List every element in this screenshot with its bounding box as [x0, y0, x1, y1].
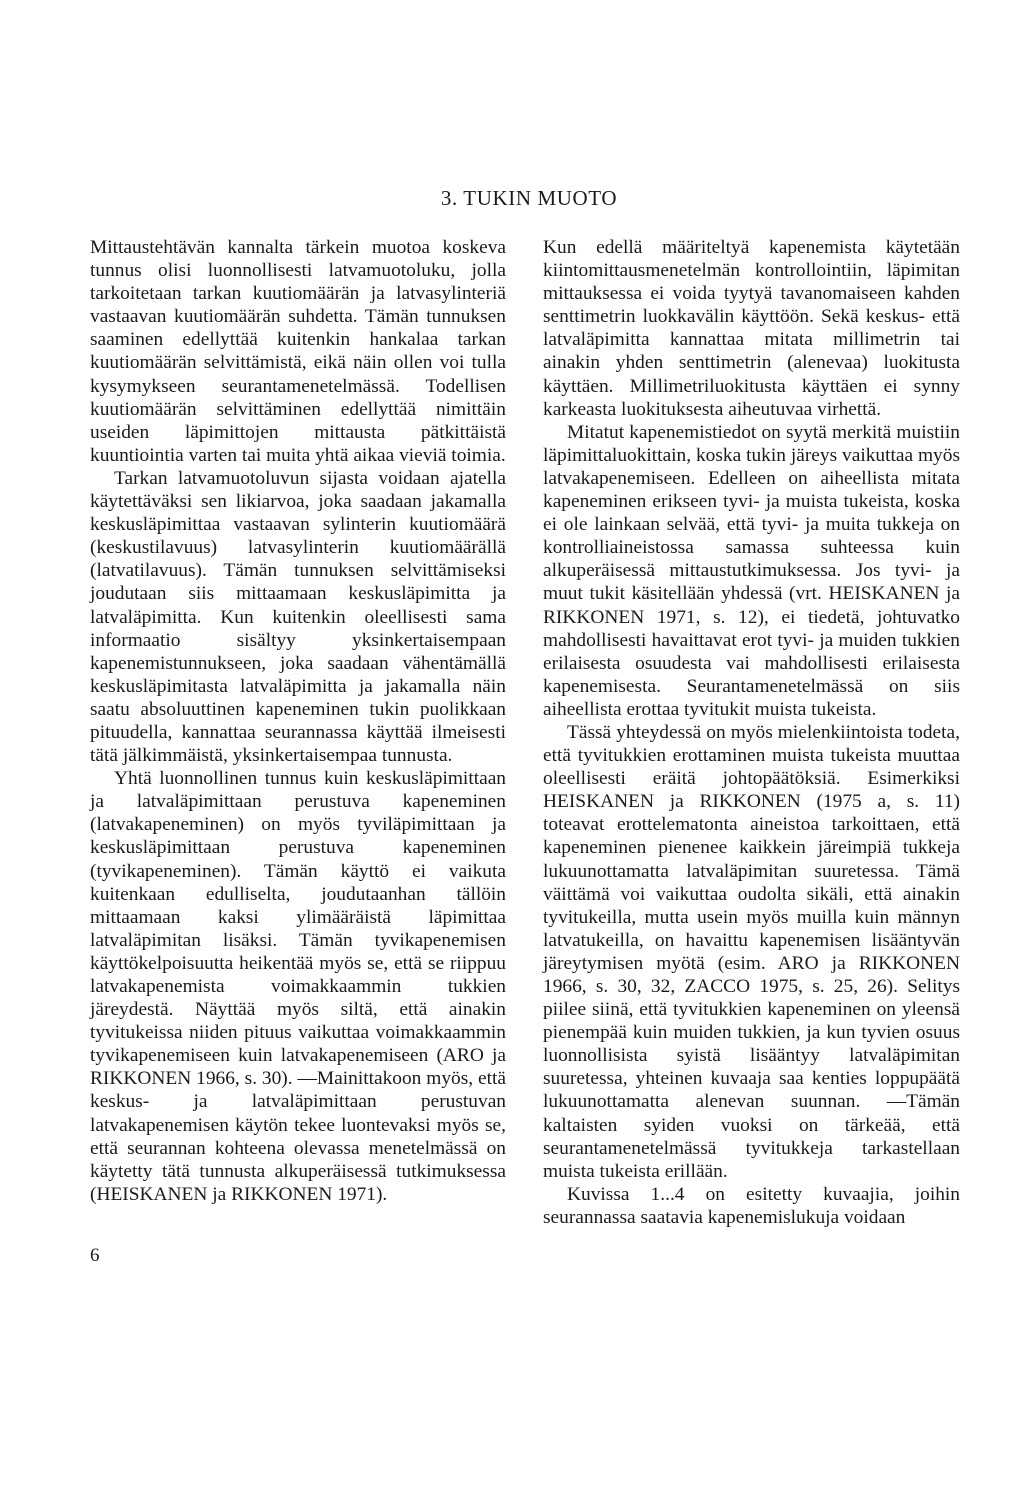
paragraph: Kun edellä määriteltyä kapenemista käytetään kiintomittausmenetelmän kontrollointiin, läpimitan mittauksessa ei voida tyytyä tavanomaiseen kahden senttimetrin luokkavälin käyttöön. Sekä keskus- että latvaläpimitta kannattaa mitata millimetrin tai ainakin yhden senttimetrin (alenevaa) luokitusta käyttäen. Millimetriluokitusta käyttäen ei synny karkeasta luokituksesta aiheutuvaa virhettä.	[543, 237, 960, 420]
paragraph: Tässä yhteydessä on myös mielenkiintoista todeta, että tyvitukkien erottaminen muista tukeista muuttaa oleellisesti eräitä johtopäätöksiä. Esimerkiksi HEISKANEN ja RIKKONEN (1975 a, s. 11) toteavat erottelematonta aineistoa tarkoittaen, että kapeneminen pienenee kaikkein järeimpiä tukkeja lukuunottamatta latvaläpimitan suuretessa. Tämä väittämä voi vaikuttaa oudolta sikäli, että ainakin tyvitukeilla, mutta usein myös muilla kuin männyn latvatukeilla, on havaittu kapenemisen lisääntyvän järeytymisen myötä (esim. ARO ja RIKKONEN 1966, s. 30, 32, ZACCO 1975, s. 25, 26). Selitys piilee siinä, että tyvitukkien kapeneminen on yleensä pienempää kuin muiden tukkien, ja kun tyvien osuus luonnollisista syistä lisääntyy latvaläpimitan suuretessa, yhteinen kuvaaja saa kenties loppupäätä lukuunottamatta alenevan suunnan. —Tämän kaltaisten syiden vuoksi on tärkeää, että seurantamenetelmässä tyvitukkeja tarkastellaan muista tukeista erillään.	[543, 721, 960, 1182]
paragraph: Mittaustehtävän kannalta tärkein muotoa koskeva tunnus olisi luonnollisesti latvamuotoluku, jolla tarkoitetaan tarkan kuutiomäärän ja latvasylinteriä vastaavan kuutiomäärän suhdetta. Tämän tunnuksen saaminen edellyttää kuitenkin hankalaa tarkan kuutiomäärän selvittämistä, eikä näin ollen voi tulla kysymykseen seurantamenetelmässä. Todellisen kuutiomäärän selvittäminen edellyttää nimittäin useiden läpimittojen mittausta pätkittäistä kuuntiointia varten tai muita yhtä aikaa vieviä toimia.	[90, 237, 506, 466]
section-heading: 3. TUKIN MUOTO	[440, 186, 618, 210]
paragraph: Tarkan latvamuotoluvun sijasta voidaan ajatella käytettäväksi sen likiarvoa, joka saadaan jakamalla keskusläpimittaa vastaavan sylinterin kuutiomäärä (keskustilavuus) latvasylinterin kuutiomäärällä (latvatilavuus). Tämän tunnuksen selvittämiseksi joudutaan siis mittaamaan keskusläpimitta ja latvaläpimitta. Kun kuitenkin oleellisesti sama informaatio sisältyy yksinkertaisempaan kapenemistunnukseen, joka saadaan vähentämällä keskusläpimitasta latvaläpimitta ja jakamalla näin saatu absoluuttinen kapeneminen tukin puolikkaan pituudella, kannattaa seurannassa käyttää ilmeisesti tätä jälkimmäistä, yksinkertaisempaa tunnusta.	[90, 467, 506, 767]
right-text-column	[543, 236, 960, 1229]
left-text-column	[90, 236, 506, 1206]
paragraph: Kuvissa 1...4 on esitetty kuvaajia, joihin seurannassa saatavia kapenemislukuja voidaan	[543, 1183, 960, 1228]
paragraph: Mitatut kapenemistiedot on syytä merkitä muistiin läpimittaluokittain, koska tukin järeys vaikuttaa myös latvakapenemiseen. Edelleen on aiheellista mitata kapeneminen erikseen tyvi- ja muista tukeista, koska ei ole lainkaan selvää, että tyvi- ja muita tukkeja on kontrolliaineistossa samassa suhteessa kuin alkuperäisessä mittaustutkimuksessa. Jos tyvi- ja muut tukit käsitellään yhdessä (vrt. HEISKANEN ja RIKKONEN 1971, s. 12), ei tiedetä, johtuvatko mahdollisesti havaittavat erot tyvi- ja muiden tukkien erilaisesta osuudesta vai mahdollisesti erilaisesta kapenemisesta. Seurantamenetelmässä on siis aiheellista erottaa tyvitukit muista tukeista.	[543, 421, 960, 720]
page-number: 6	[90, 1245, 100, 1266]
paragraph: Yhtä luonnollinen tunnus kuin keskusläpimittaan ja latvaläpimittaan perustuva kapeneminen (latvakapeneminen) on myös tyviläpimittaan ja keskusläpimittaan perustuva kapeneminen (tyvikapeneminen). Tämän käyttö ei vaikuta kuitenkaan edulliselta, joudutaanhan tällöin mittaamaan kaksi ylimääräistä läpimittaa latvaläpimitan lisäksi. Tämän tyvikapenemisen käyttökelpoisuutta heikentää myös se, että se riippuu latvakapenemista voimakkaammin tukkien järeydestä. Näyttää myös siltä, että ainakin tyvitukeissa niiden pituus vaikuttaa voimakkaammin tyvikapenemiseen kuin latvakapenemiseen (ARO ja RIKKONEN 1966, s. 30). —Mainittakoon myös, että keskus- ja latvaläpimittaan perustuvan latvakapenemisen käytön tekee luontevaksi myös se, että seurannan kohteena olevassa menetelmässä on käytetty tätä tunnusta alkuperäisessä tutkimuksessa (HEISKANEN ja RIKKONEN 1971).	[90, 768, 506, 1205]
